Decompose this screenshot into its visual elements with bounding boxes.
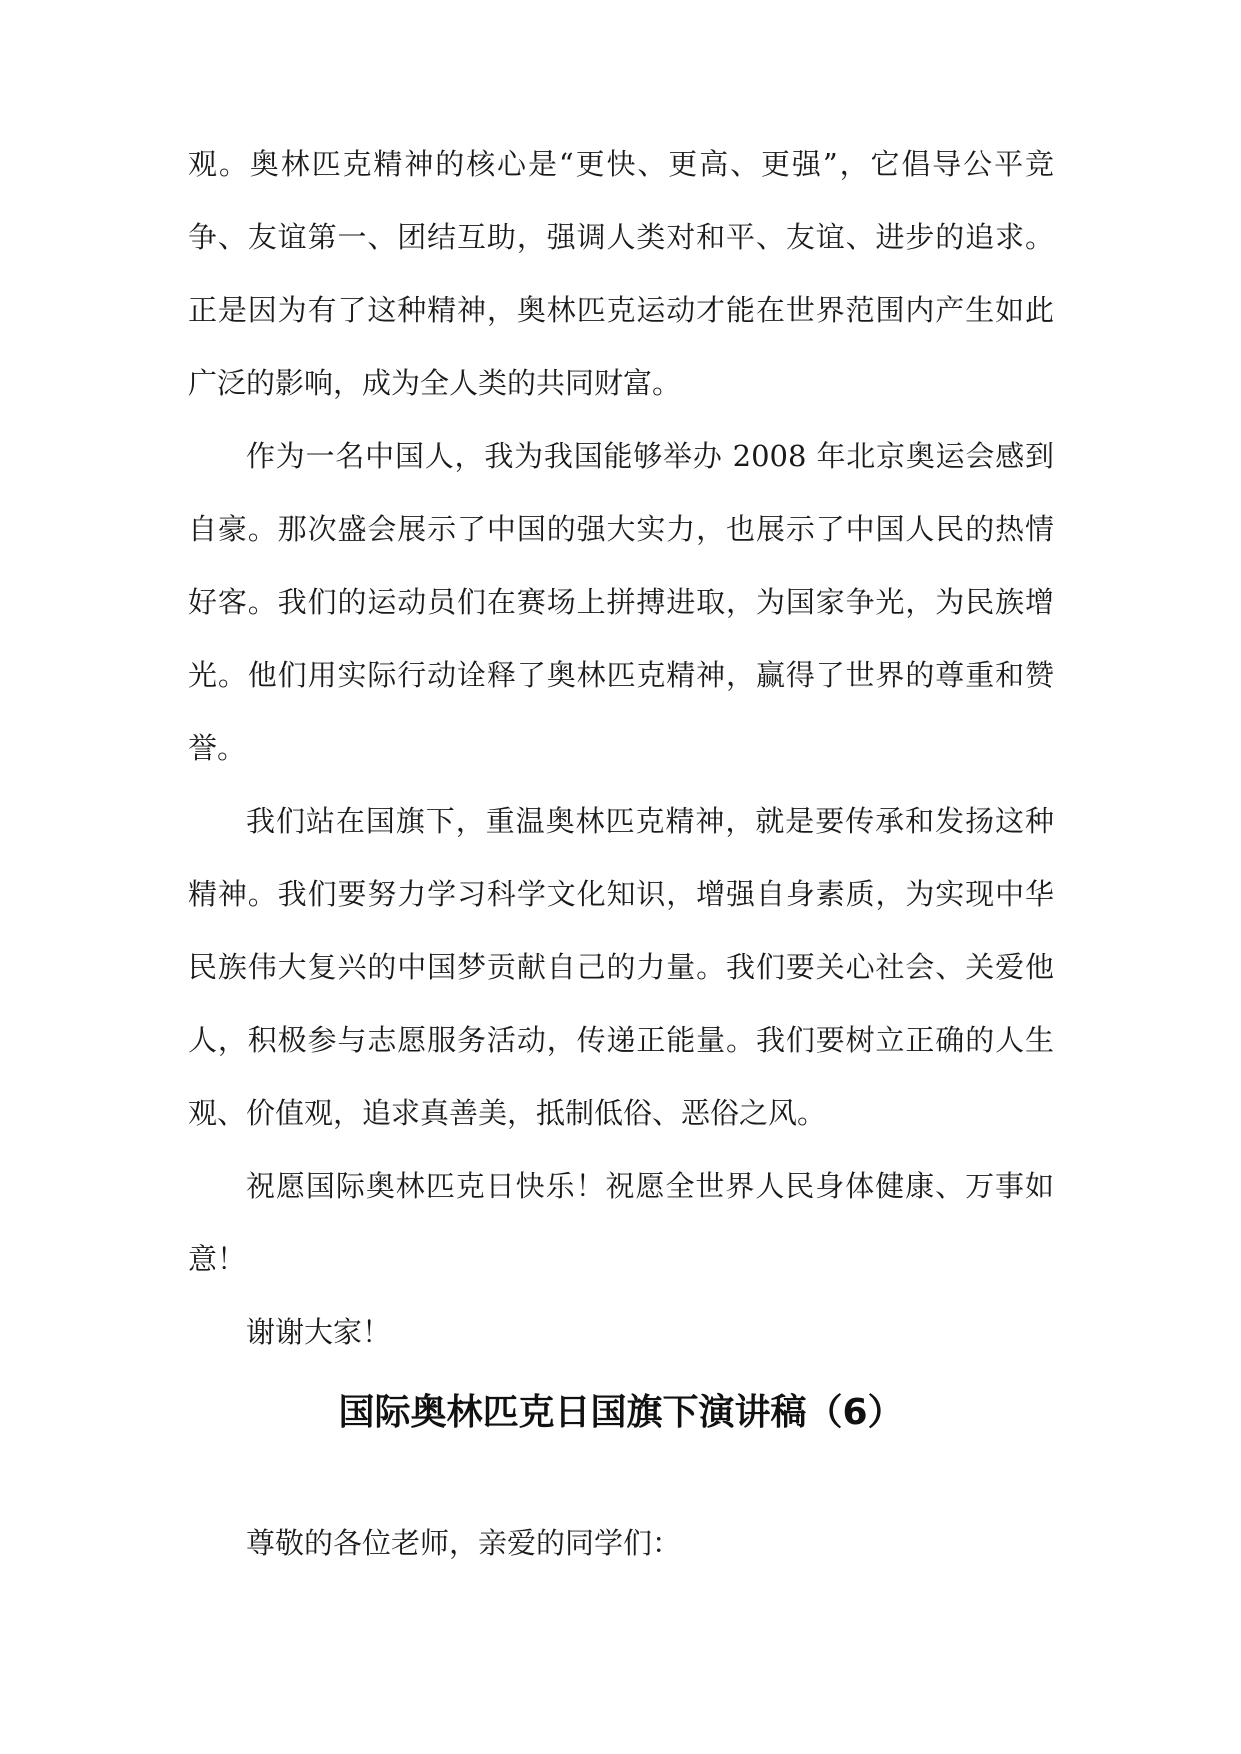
- closing-thanks: 谢谢大家！: [246, 1315, 392, 1349]
- salutation: 尊敬的各位老师，亲爱的同学们：: [246, 1526, 682, 1560]
- speech-title: 国际奥林匹克日国旗下演讲稿（6）: [338, 1392, 904, 1433]
- paragraph: 我们站在国旗下，重温奥林匹克精神，就是要传承和发扬这种精神。我们要努力学习科学文化知识，增强自身素质，为实现中华民族伟大复兴的中国梦贡献自己的力量。我们要关心社会、关爱他人，积极参与志愿服务活动，传递正能量。我们要树立正确的人生观、价值观，追求真善美，抵制低俗、恶俗之风。: [188, 804, 1054, 1130]
- paragraph: 作为一名中国人，我为我国能够举办 2008 年北京奥运会感到自豪。那次盛会展示了中国的强大实力，也展示了中国人民的热情好客。我们的运动员们在赛场上拼搏进取，为国家争光，为民族增光。他们用实际行动诠释了奥林匹克精神，赢得了世界的尊重和赞誉。: [188, 439, 1054, 765]
- paragraph: 祝愿国际奥林匹克日快乐！祝愿全世界人民身体健康、万事如意！: [188, 1169, 1054, 1276]
- speech-body: [188, 128, 1054, 1369]
- paragraph-continuation: 观。奥林匹克精神的核心是“更快、更高、更强”，它倡导公平竞争、友谊第一、团结互助，强调人类对和平、友谊、进步的追求。正是因为有了这种精神，奥林匹克运动才能在世界范围内产生如此广泛的影响，成为全人类的共同财富。: [188, 147, 1054, 400]
